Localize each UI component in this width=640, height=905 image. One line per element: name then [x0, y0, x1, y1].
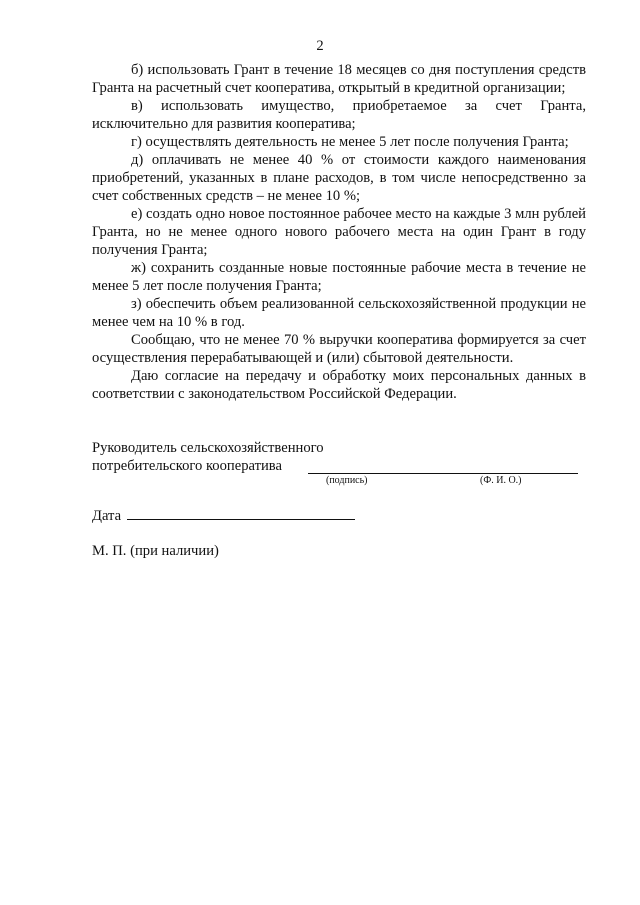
paragraph-e: е) создать одно новое постоянное рабочее место на каждые 3 млн рублей Гранта, но не менее одного нового рабочего места на один Грант в году получения Гранта;	[92, 206, 586, 258]
signer-title-line1: Руководитель сельскохозяйственного	[92, 440, 324, 456]
paragraph-v: в) использовать имущество, приобретаемое за счет Гранта, исключительно для развития кооператива;	[92, 98, 586, 132]
date-label: Дата	[92, 508, 122, 524]
full-name-caption: (Ф. И. О.)	[480, 475, 522, 486]
signature-line	[308, 473, 578, 474]
paragraph-revenue-statement: Сообщаю, что не менее 70 % выручки кооператива формируется за счет осуществления перерабатывающей и (или) сбытовой деятельности.	[92, 332, 586, 366]
signer-title-line2: потребительского кооператива	[92, 458, 282, 474]
signature-row	[92, 457, 592, 486]
signature-caption: (подпись)	[326, 475, 368, 486]
signature-block	[92, 439, 592, 486]
stamp-note: М. П. (при наличии)	[92, 543, 219, 559]
page-number: 2	[316, 38, 324, 54]
paragraph-d: д) оплачивать не менее 40 % от стоимости каждого наименования приобретений, указанных в плане расходов, в том числе непосредственно за счет собственных средств – не менее 10 %;	[92, 152, 586, 204]
paragraph-consent: Даю согласие на передачу и обработку моих персональных данных в соответствии с законодательством Российской Федерации.	[92, 368, 586, 402]
date-row	[92, 507, 392, 525]
paragraph-b: б) использовать Грант в течение 18 месяцев со дня поступления средств Гранта на расчетный счет кооператива, открытый в кредитной организации;	[92, 62, 586, 96]
document-body	[92, 61, 586, 403]
date-line	[127, 507, 355, 520]
paragraph-g: г) осуществлять деятельность не менее 5 лет после получения Гранта;	[131, 134, 569, 150]
paragraph-z: з) обеспечить объем реализованной сельскохозяйственной продукции не менее чем на 10 % в год.	[92, 296, 586, 330]
paragraph-zh: ж) сохранить созданные новые постоянные рабочие места в течение не менее 5 лет после получения Гранта;	[92, 260, 586, 294]
